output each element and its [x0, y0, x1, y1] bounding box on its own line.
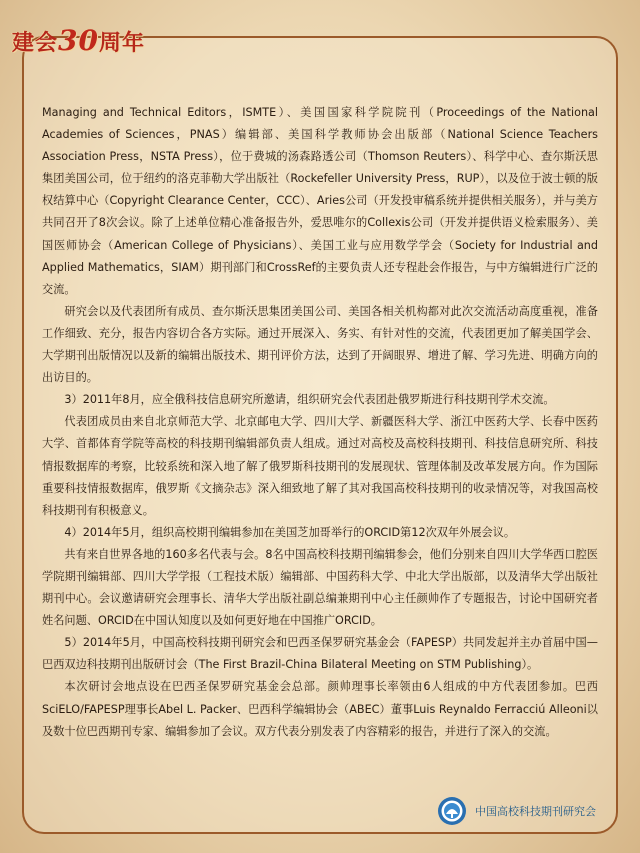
article-body	[42, 102, 598, 743]
banner-title-number: 30	[58, 24, 99, 57]
paragraph-6: 共有来自世界各地的160多名代表与会。8名中国高校科技期刊编辑参会，他们分别来自四川大学华西口腔医学院期刊编辑部、四川大学学报（工程技术版）编辑部、中国药科大学、中北大学出版部，以及清华大学出版社期刊中心。会议邀请研究会理事长、清华大学出版社副总编兼期刊中心主任颜帅作了专题报告，讨论中国研究者姓名问题、ORCID在中国认知度以及如何更好地在中国推广ORCID。	[42, 547, 598, 628]
banner-title-suffix: 周年	[98, 30, 145, 56]
paragraph-1: Managing and Technical Editors，ISMTE）、美国国家科学院院刊（Proceedings of the National Academies of Sciences，PNAS）编辑部、美国科学教师协会出版部（National Science Teachers Association Press，NSTA Press），位于费城的汤森路透公司（Thomson Reuters）、科学中心、查尔斯沃思集团美国公司，位于纽约的洛克菲勒大学出版社（Rockefeller University Press，RUP），以及位于波士顿的版权结算中心（Copyright Clearance Center，CCC）、Aries公司（开发投审稿系统并提供相关服务），并与美方共同召开了8次会议。除了上述单位精心准备报告外，爱思唯尔的Collexis公司（开发并提供语义检索服务）、美国医师协会（American College of Physicians）、美国工业与应用数学学会（Society for Industrial and Applied Mathematics，SIAM）期刊部门和CrossRef的主要负责人还专程赴会作报告，与中方编辑进行广泛的交流。	[42, 106, 598, 296]
banner-title-prefix: 建会	[12, 30, 59, 56]
footer	[437, 793, 596, 829]
paragraph-8: 本次研讨会地点设在巴西圣保罗研究基金会总部。颜帅理事长率领由6人组成的中方代表团参加。巴西SciELO/FAPESP理事长Abel L. Packer、巴西科学编辑协会（ABEC）董事Luis Reynaldo Ferracciú Alleoni以及数十位巴西期刊专家、编辑参加了会议。双方代表分别发表了内容精彩的报告，并进行了深入的交流。	[42, 680, 598, 738]
footer-org-name: 中国高校科技期刊研究会	[475, 805, 596, 818]
banner-title	[12, 24, 145, 57]
paragraph-3: 3）2011年8月，应全俄科技信息研究所邀请，组织研究会代表团赴俄罗斯进行科技期刊学术交流。	[64, 393, 555, 407]
organization-logo-icon	[437, 796, 467, 826]
paragraph-5: 4）2014年5月，组织高校期刊编辑参加在美国芝加哥举行的ORCID第12次双年外展会议。	[64, 525, 516, 539]
paragraph-7: 5）2014年5月，中国高校科技期刊研究会和巴西圣保罗研究基金会（FAPESP）共同发起并主办首届中国—巴西双边科技期刊出版研讨会（The First Brazil-China Bilateral Meeting on STM Publishing）。	[42, 636, 598, 672]
paragraph-2: 研究会以及代表团所有成员、查尔斯沃思集团美国公司、美国各相关机构都对此次交流活动高度重视，准备工作细致、充分，报告内容切合各方实际。通过开展深入、务实、有针对性的交流，代表团更加了解美国学会、大学期刊出版情况以及新的编辑出版技术、期刊评价方法，达到了开阔眼界、增进了解、学习先进、明确方向的出访目的。	[42, 304, 598, 385]
paragraph-4: 代表团成员由来自北京师范大学、北京邮电大学、四川大学、新疆医科大学、浙江中医药大学、长春中医药大学、首都体育学院等高校的科技期刊编辑部负责人组成。通过对高校及高校科技期刊、科技信息研究所、科技情报数据库的考察，比较系统和深入地了解了俄罗斯科技期刊的发展现状、管理体制及改革发展方向。作为国际重要科技情报数据库，俄罗斯《文摘杂志》深入细致地了解了其对我国高校科技期刊的收录情况等，对我国高校科技期刊有积极意义。	[42, 415, 598, 517]
anniversary-banner	[0, 22, 150, 62]
